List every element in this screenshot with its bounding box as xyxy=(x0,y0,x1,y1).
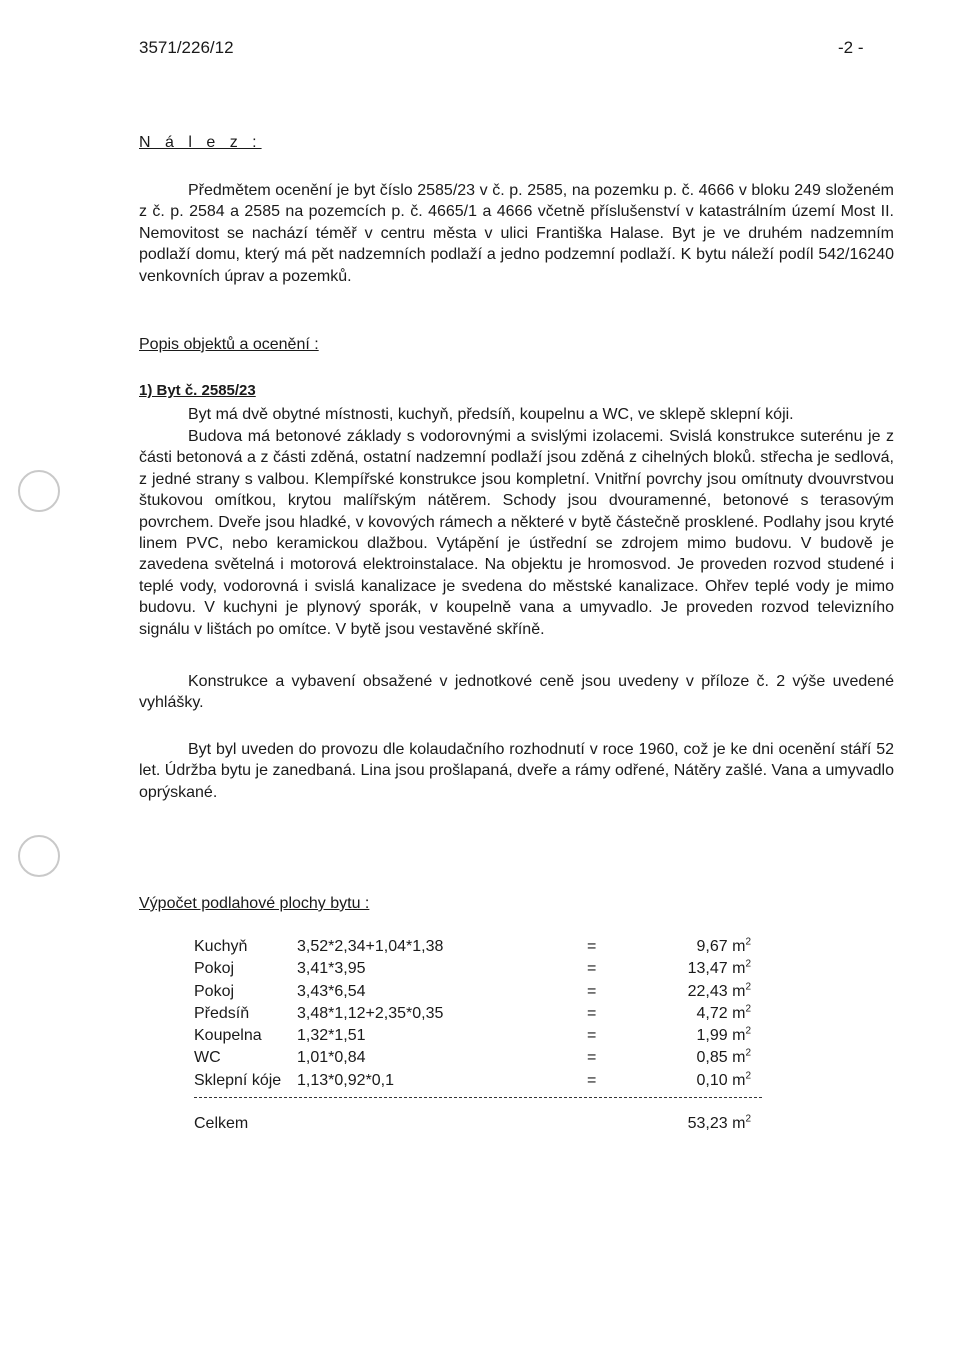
section-title-popis: Popis objektů a ocenění : xyxy=(139,336,319,353)
page-number: -2 - xyxy=(838,38,864,57)
room-name: WC xyxy=(194,1049,221,1067)
area-value-number: 9,67 xyxy=(696,938,728,955)
area-unit-exponent: 2 xyxy=(745,981,751,993)
area-unit: m xyxy=(732,1071,746,1089)
area-unit-exponent: 2 xyxy=(745,1070,751,1082)
area-value-number: 13,47 xyxy=(687,960,728,978)
equals-sign: = xyxy=(587,1049,597,1067)
area-value-number: 0,10 xyxy=(696,1071,728,1089)
room-name: Koupelna xyxy=(194,1027,262,1045)
area-unit-exponent: 2 xyxy=(745,1003,751,1015)
area-value xyxy=(666,1005,751,1023)
total-value xyxy=(666,1115,751,1133)
area-unit: m xyxy=(732,1049,746,1067)
document-reference: 3571/226/12 xyxy=(139,38,234,57)
area-formula: 1,32*1,51 xyxy=(297,1027,366,1045)
section-title-vypocet: Výpočet podlahové plochy bytu : xyxy=(139,895,370,912)
area-unit: m xyxy=(732,982,746,1000)
room-name: Pokoj xyxy=(194,960,235,978)
subsection-title-byt: 1) Byt č. 2585/23 xyxy=(139,382,256,399)
area-unit-exponent: 2 xyxy=(745,958,751,970)
area-unit-exponent: 2 xyxy=(745,1025,751,1037)
total-label: Celkem xyxy=(194,1115,249,1132)
area-value xyxy=(666,938,751,956)
room-name: Kuchyň xyxy=(194,938,248,955)
punch-hole xyxy=(18,470,60,512)
equals-sign: = xyxy=(587,960,597,978)
area-value-number: 0,85 xyxy=(696,1049,728,1067)
area-unit: m xyxy=(732,938,746,955)
area-unit: m xyxy=(732,1004,746,1022)
area-formula: 3,41*3,95 xyxy=(297,960,366,978)
total-row xyxy=(194,1115,794,1137)
equals-sign: = xyxy=(587,1071,597,1089)
equals-sign: = xyxy=(587,1027,597,1045)
area-value xyxy=(666,1072,751,1090)
area-formula: 1,13*0,92*0,1 xyxy=(297,1071,394,1089)
byt-description-4: Byt byl uveden do provozu dle kolaudačního rozhodnutí v roce 1960, což je ke dni ocenění stáří 52 let. Údržba bytu je zanedbaná. Lina jsou prošlapaná, dveře a rámy odřené, Nátěry zašlé. Vana a umyvadlo oprýskané. xyxy=(139,741,894,801)
equals-sign: = xyxy=(587,938,597,955)
dashed-divider xyxy=(194,1097,762,1098)
total-value-number: 53,23 xyxy=(687,1115,728,1132)
byt-description-1: Byt má dvě obytné místnosti, kuchyň, předsíň, koupelnu a WC, ve sklepě sklepní kóji. xyxy=(188,406,794,423)
equals-sign: = xyxy=(587,1004,597,1022)
area-unit-exponent: 2 xyxy=(745,1048,751,1060)
total-unit-exponent: 2 xyxy=(745,1113,751,1125)
punch-hole xyxy=(18,835,60,877)
byt-description-2: Budova má betonové základy s vodorovnými a svislými izolacemi. Svislá konstrukce suterénu je z části betonová a z části zděná, ostatní nadzemní podlaží jsou zděná z cihelných bloků. střecha je sedlová, z jedné strany s valbou. Klempířské konstrukce jsou kompletní. Vnitřní povrchy jsou omítnuty dvouvrstvou štukovou omítkou, krytou malířským nátěrem. Schody jsou dvouramenné, betonové s terasovým povrchem. Dveře jsou hladké, v kovových rámech a některé v bytě částečně prosklené. Podlahy jsou kryté linem PVC, nebo keramickou dlažbou. Vytápění je ústřední se zdrojem mimo budovu. V budově je zavedena světelná i motorová elektroinstalace. Na objektu je hromosvod. Je proveden rozvod studené i teplé vody, vodorovná i svislá kanalizace je svedena do městské kanalizace. Ohřev teplé vody je mimo budovu. V kuchyni je plynový sporák, v koupelně vana a umyvadlo. Je proveden rozvod televizního signálu v lištách po omítce. V bytě jsou vestavěné skříně. xyxy=(139,428,894,638)
room-name: Pokoj xyxy=(194,982,235,1000)
area-formula: 3,48*1,12+2,35*0,35 xyxy=(297,1004,444,1022)
area-value xyxy=(666,983,751,1001)
area-value-number: 22,43 xyxy=(687,982,728,1000)
room-name: Předsíň xyxy=(194,1004,250,1022)
total-unit: m xyxy=(732,1115,746,1132)
area-formula: 3,43*6,54 xyxy=(297,982,366,1000)
equals-sign: = xyxy=(587,982,597,1000)
area-value xyxy=(666,960,751,978)
area-value-number: 4,72 xyxy=(696,1004,728,1022)
byt-description-3: Konstrukce a vybavení obsažené v jednotkové ceně jsou uvedeny v příloze č. 2 výše uvedené vyhlášky. xyxy=(139,673,894,712)
area-formula: 3,52*2,34+1,04*1,38 xyxy=(297,938,444,955)
area-value xyxy=(666,1049,751,1067)
area-value xyxy=(666,1027,751,1045)
intro-paragraph: Předmětem ocenění je byt číslo 2585/23 v č. p. 2585, na pozemku p. č. 4666 v bloku 249 složeném z č. p. 2584 a 2585 na pozemcích p. č. 4665/1 a 4666 včetně příslušenství v katastrálním území Most II. Nemovitost se nachází téměř v centru města v ulici Františka Halase. Byt je ve druhém nadzemním podlaží domu, který má pět nadzemních podlaží a jedno podzemní podlaží. K bytu náleží podíl 542/16240 venkovních úprav a pozemků. xyxy=(139,182,894,285)
area-formula: 1,01*0,84 xyxy=(297,1049,366,1067)
area-unit: m xyxy=(732,960,746,978)
area-unit: m xyxy=(732,1027,746,1045)
room-name: Sklepní kóje xyxy=(194,1071,282,1089)
area-unit-exponent: 2 xyxy=(745,936,751,948)
area-value-number: 1,99 xyxy=(696,1027,728,1045)
section-title-nalez: N á l e z : xyxy=(139,134,262,151)
